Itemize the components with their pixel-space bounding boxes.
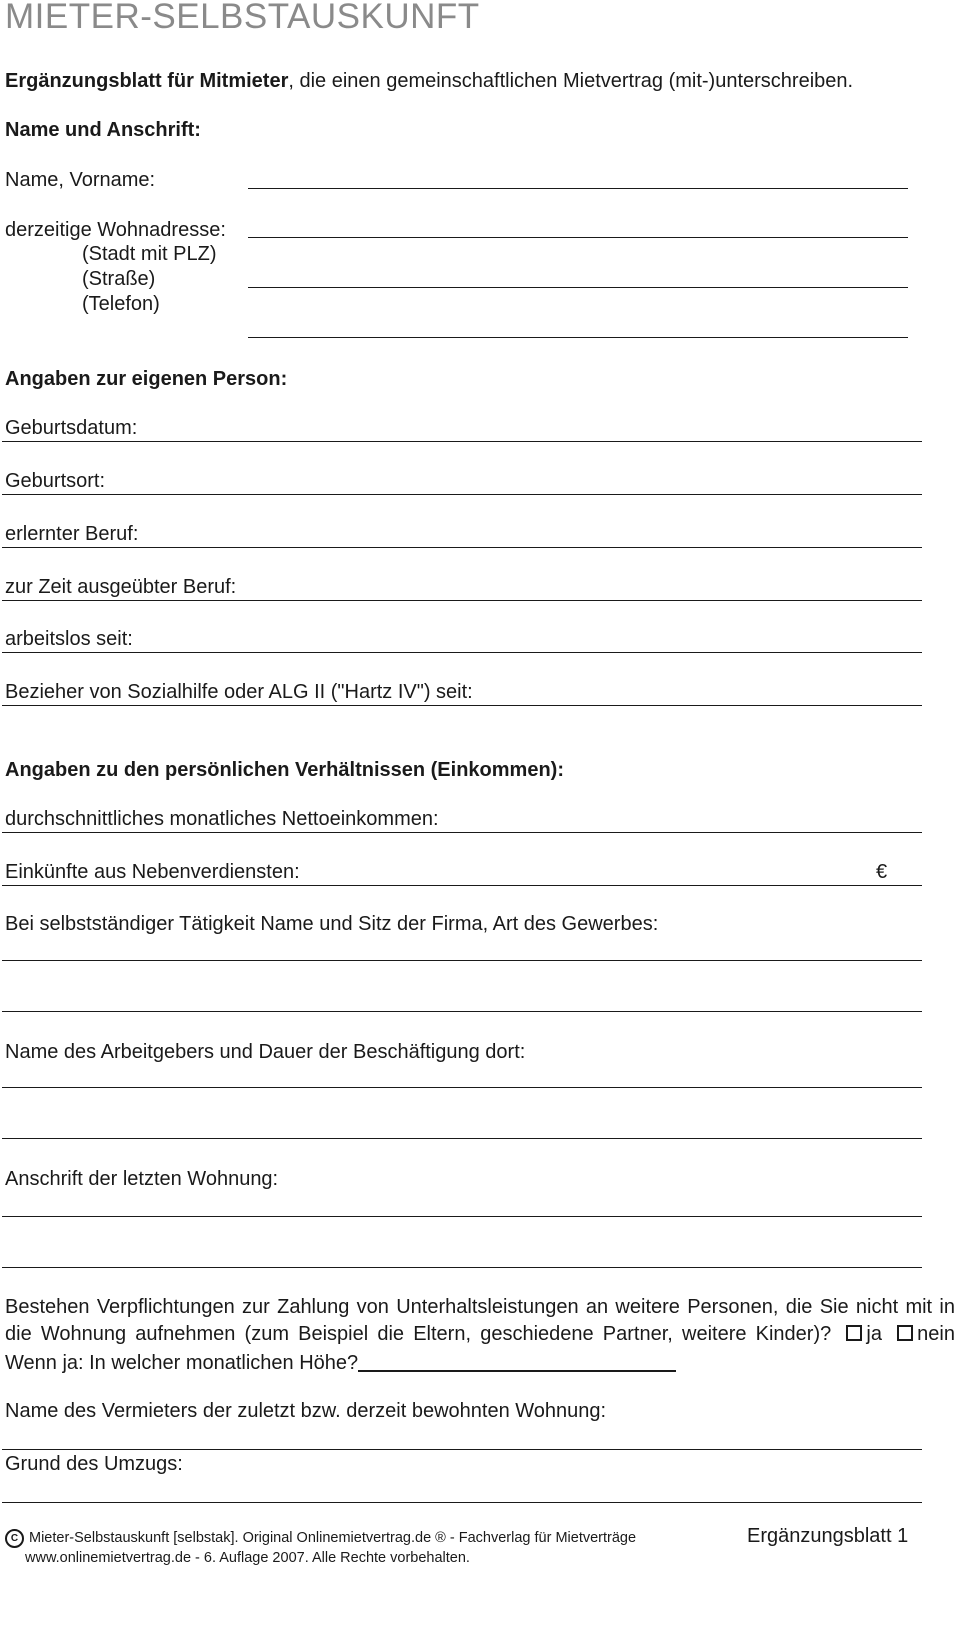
side-income-line[interactable]	[2, 885, 922, 886]
address-phone-label: (Telefon)	[82, 293, 160, 315]
name-input-line[interactable]	[248, 188, 908, 189]
self-employed-label: Bei selbstständiger Tätigkeit Name und Sitz der Firma, Art des Gewerbes:	[5, 913, 659, 935]
name-label: Name, Vorname:	[5, 169, 156, 191]
employer-line-2[interactable]	[2, 1138, 922, 1139]
employer-line-1[interactable]	[2, 1087, 922, 1088]
yes-label: ja	[866, 1323, 882, 1345]
trained-profession-line[interactable]	[2, 547, 922, 548]
net-income-label: durchschnittliches monatliches Nettoeinkommen:	[5, 808, 439, 830]
last-address-label: Anschrift der letzten Wohnung:	[5, 1168, 279, 1190]
intro-rest: , die einen gemeinschaftlichen Mietvertrag (mit-)unterschreiben.	[288, 70, 854, 92]
welfare-since-line[interactable]	[2, 705, 922, 706]
landlord-line[interactable]	[2, 1449, 922, 1450]
reason-line[interactable]	[2, 1502, 922, 1503]
section-income-heading: Angaben zu den persönlichen Verhältnissen (Einkommen):	[5, 759, 564, 781]
unemployed-since-line[interactable]	[2, 652, 922, 653]
address-phone-line[interactable]	[248, 337, 908, 338]
employer-label: Name des Arbeitgebers und Dauer der Beschäftigung dort:	[5, 1041, 526, 1063]
section-person-heading: Angaben zur eigenen Person:	[5, 368, 288, 390]
sheet-number: Ergänzungsblatt 1	[747, 1525, 909, 1547]
birthdate-line[interactable]	[2, 441, 922, 442]
net-income-line[interactable]	[2, 832, 922, 833]
self-employed-line-1[interactable]	[2, 960, 922, 961]
intro-bold: Ergänzungsblatt für Mitmieter	[5, 70, 289, 92]
current-profession-label: zur Zeit ausgeübter Beruf:	[5, 576, 237, 598]
no-checkbox[interactable]	[897, 1325, 913, 1341]
address-label: derzeitige Wohnadresse:	[5, 219, 226, 241]
intro-text	[5, 68, 853, 94]
last-address-line-1[interactable]	[2, 1216, 922, 1217]
address-city-line[interactable]	[248, 237, 908, 238]
landlord-label: Name des Vermieters der zuletzt bzw. derzeit bewohnten Wohnung:	[5, 1400, 607, 1422]
maintenance-followup: Wenn ja: In welcher monatlichen Höhe?	[5, 1352, 359, 1374]
birthplace-line[interactable]	[2, 494, 922, 495]
self-employed-line-2[interactable]	[2, 1011, 922, 1012]
euro-symbol: €	[876, 861, 888, 883]
copyright-icon: C	[5, 1529, 24, 1548]
reason-label: Grund des Umzugs:	[5, 1453, 183, 1475]
footer-line-1	[5, 1528, 636, 1548]
footer-text-1: Mieter-Selbstauskunft [selbstak]. Original Onlinemietvertrag.de ® - Fachverlag für Mietverträge	[29, 1530, 637, 1546]
side-income-label: Einkünfte aus Nebenverdiensten:	[5, 861, 300, 883]
unemployed-since-label: arbeitslos seit:	[5, 628, 133, 650]
maintenance-text: Bestehen Verpflichtungen zur Zahlung von Unterhaltsleistungen an weitere Personen, die Sie nicht mit in die Wohnung aufnehmen (zum Beispiel die Eltern, geschiedene Partner, weitere Kinder)?	[5, 1296, 955, 1345]
yes-checkbox[interactable]	[846, 1325, 862, 1341]
last-address-line-2[interactable]	[2, 1267, 922, 1268]
birthplace-label: Geburtsort:	[5, 470, 106, 492]
no-label: nein	[917, 1323, 955, 1345]
address-city-label: (Stadt mit PLZ)	[82, 243, 217, 265]
footer-line-2: www.onlinemietvertrag.de - 6. Auflage 2007. Alle Rechte vorbehalten.	[25, 1550, 470, 1566]
page-title: MIETER-SELBSTAUSKUNFT	[5, 0, 480, 36]
welfare-since-label: Bezieher von Sozialhilfe oder ALG II ("Hartz IV") seit:	[5, 681, 473, 703]
maintenance-question	[5, 1294, 955, 1377]
address-street-label: (Straße)	[82, 268, 156, 290]
maintenance-amount-line[interactable]	[358, 1348, 676, 1372]
birthdate-label: Geburtsdatum:	[5, 417, 138, 439]
address-street-line[interactable]	[248, 287, 908, 288]
section-name-heading: Name und Anschrift:	[5, 119, 201, 141]
trained-profession-label: erlernter Beruf:	[5, 523, 139, 545]
current-profession-line[interactable]	[2, 600, 922, 601]
